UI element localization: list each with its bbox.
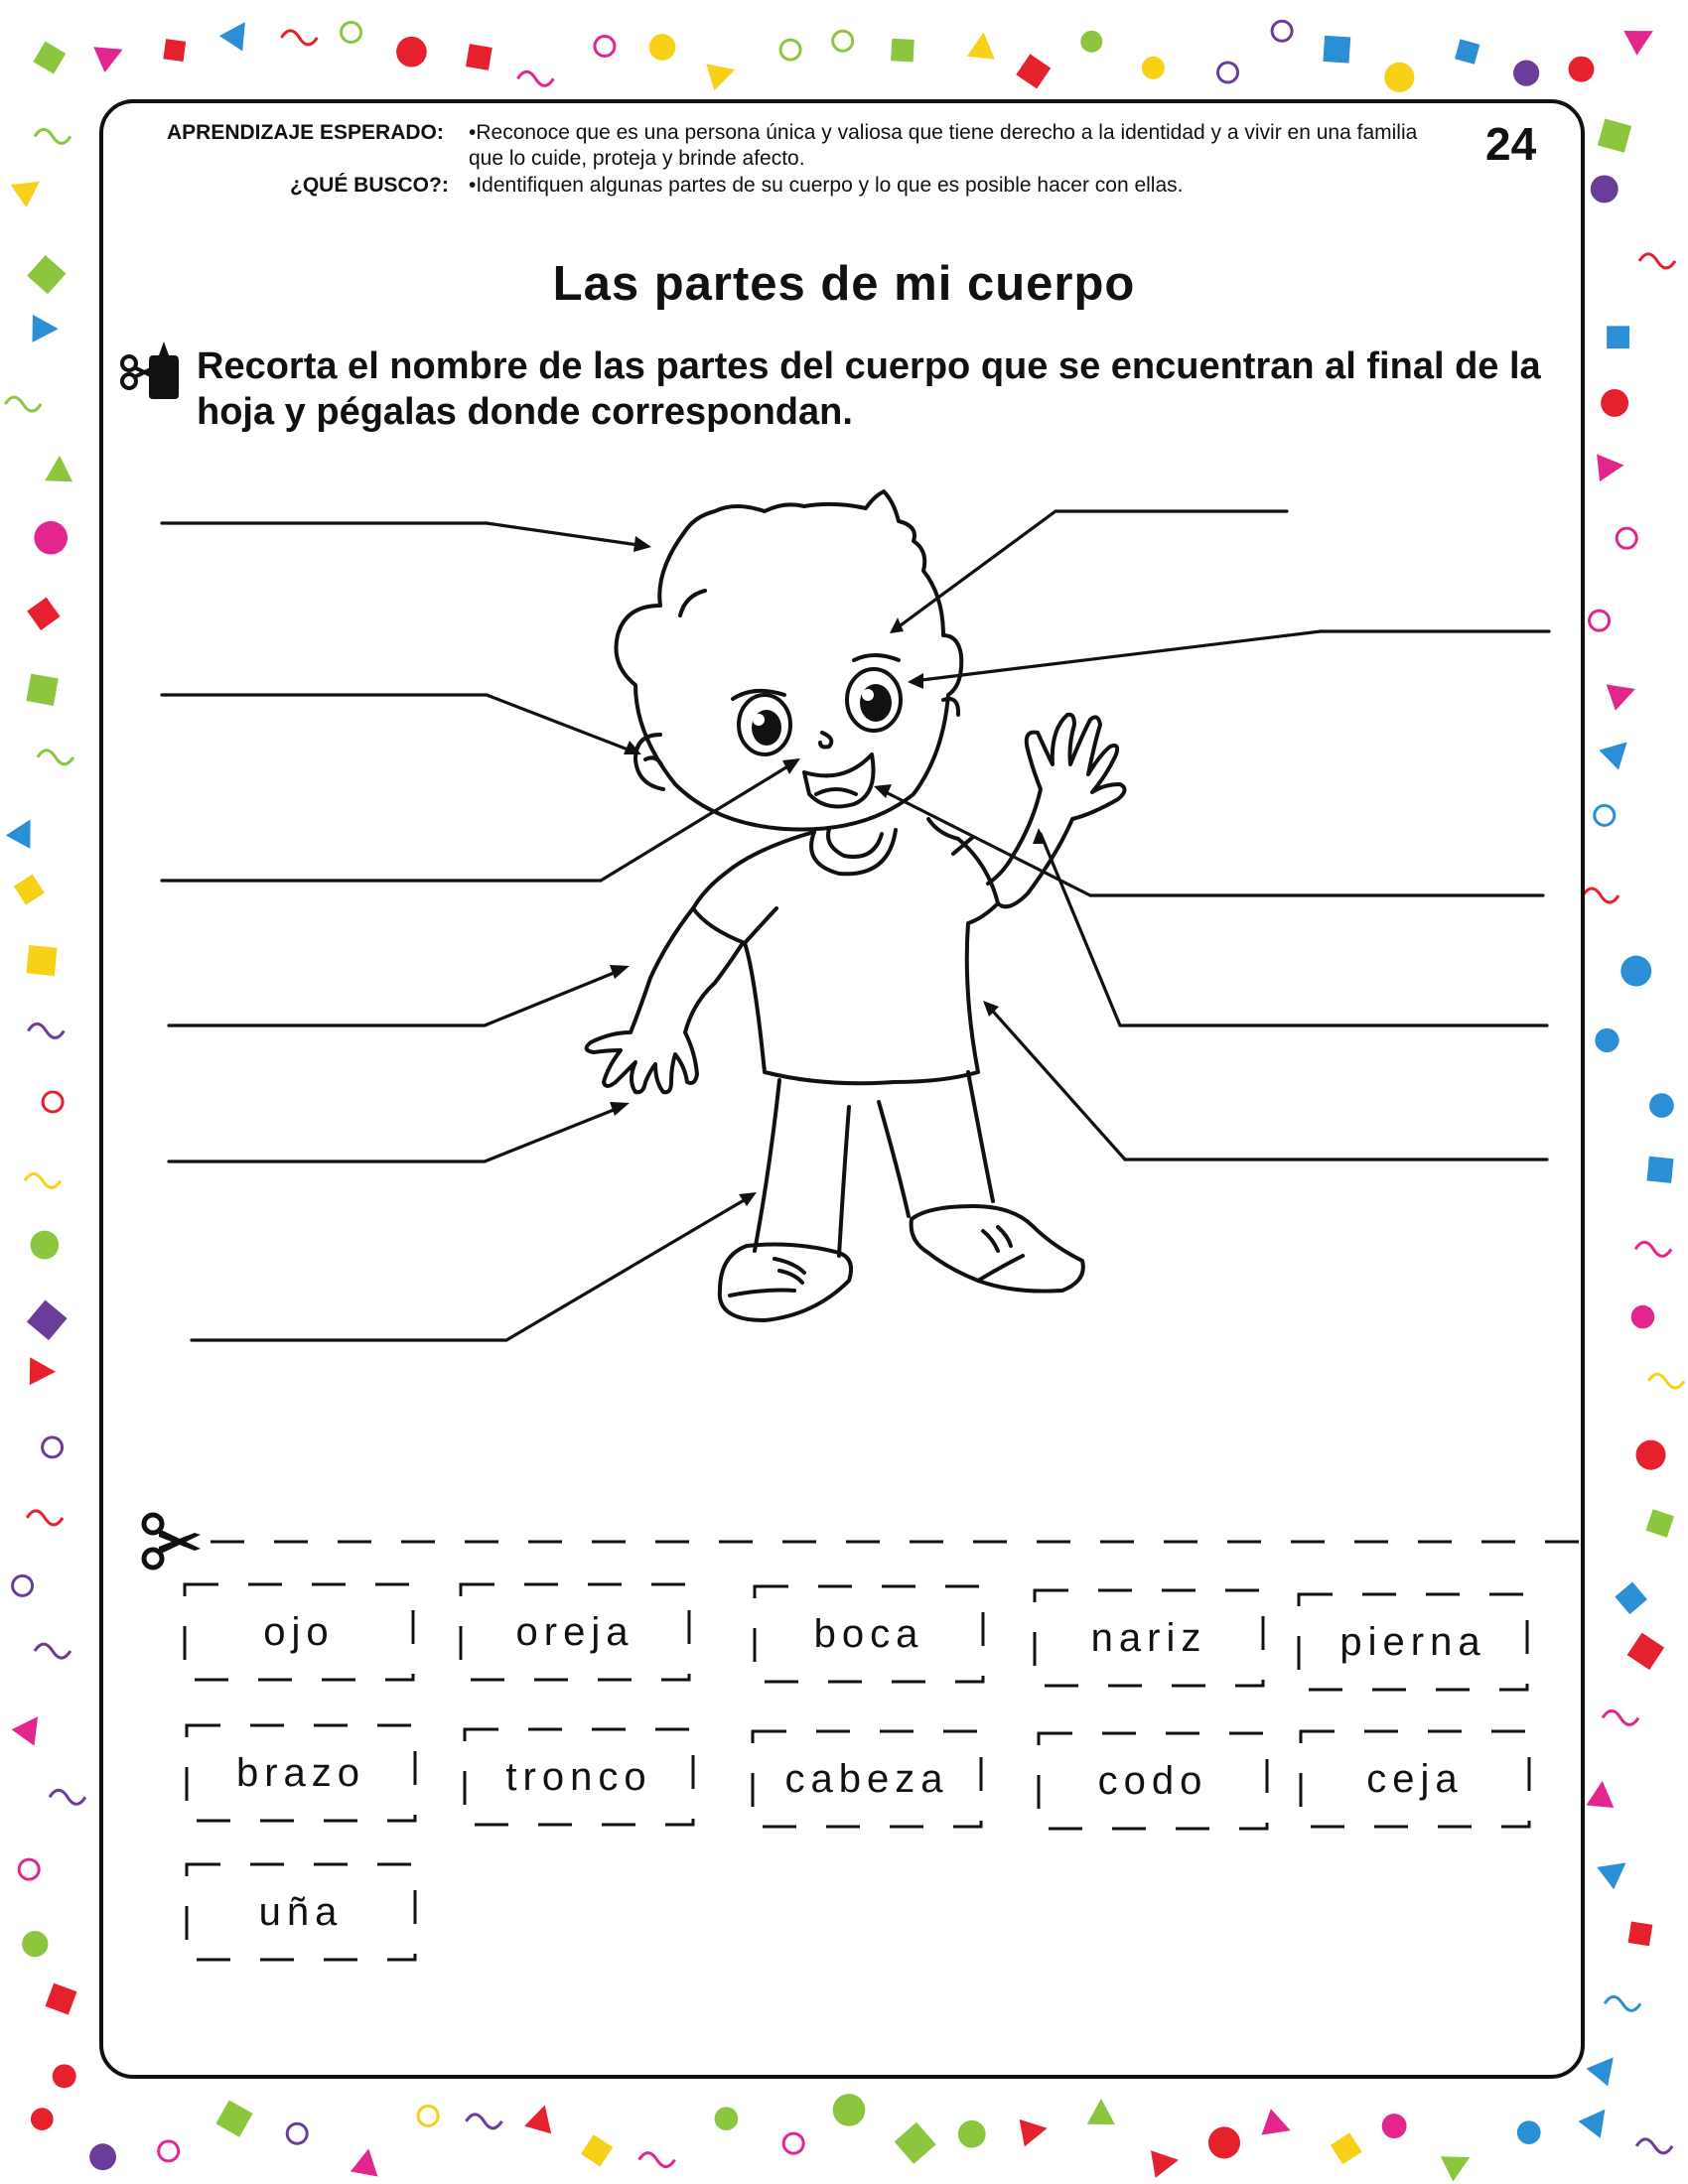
confetti-piece — [1455, 39, 1479, 64]
confetti-piece — [342, 23, 361, 43]
confetti-piece — [5, 397, 41, 411]
confetti-piece — [1080, 31, 1102, 53]
confetti-piece — [281, 31, 317, 45]
confetti-piece — [50, 1790, 85, 1804]
confetti-piece — [1615, 1581, 1647, 1614]
confetti-piece — [1635, 1440, 1665, 1470]
confetti-piece — [1597, 1851, 1634, 1889]
answer-line-right-5 — [988, 1006, 1547, 1160]
confetti-piece — [89, 2143, 116, 2170]
confetti-piece — [524, 2102, 558, 2134]
confetti-piece — [833, 31, 853, 51]
confetti-piece — [1016, 54, 1051, 88]
confetti-piece — [1323, 36, 1350, 64]
learning-label: APRENDIZAJE ESPERADO: — [167, 121, 444, 144]
confetti-piece — [1020, 2115, 1051, 2146]
confetti-piece — [12, 1708, 50, 1745]
confetti-piece — [1636, 2139, 1672, 2153]
confetti-piece — [1591, 175, 1618, 203]
word-card-label: ceja — [1366, 1757, 1464, 1801]
page-title: Las partes de mi cuerpo — [552, 257, 1136, 311]
word-card-tronco[interactable] — [463, 1727, 695, 1827]
confetti-piece — [32, 315, 58, 342]
confetti-piece — [43, 1437, 63, 1457]
confetti-piece — [639, 2153, 675, 2167]
confetti-piece — [13, 1575, 33, 1595]
confetti-piece — [517, 71, 553, 85]
word-card-label: brazo — [235, 1751, 366, 1795]
answer-line-left-4 — [169, 969, 624, 1025]
learning-text: •Reconoce que es una persona única y valiosa que tiene derecho a la identidad y a vivir en una familia que lo cuide, proteja y brinde afecto. — [469, 121, 1418, 170]
confetti-piece — [780, 40, 800, 60]
seek-label: ¿QUÉ BUSCO?: — [290, 174, 449, 197]
confetti-piece — [35, 1644, 70, 1658]
word-card-ojo[interactable] — [183, 1582, 415, 1682]
confetti-piece — [27, 1511, 63, 1525]
confetti-piece — [31, 2108, 54, 2130]
answer-line-left-3 — [162, 762, 794, 881]
answer-line-left-2 — [162, 695, 635, 752]
confetti-piece — [1628, 1922, 1653, 1947]
confetti-piece — [1648, 1374, 1684, 1388]
confetti-piece — [1605, 1996, 1640, 2010]
scissors-icon — [144, 1515, 201, 1568]
confetti-piece — [1586, 1780, 1616, 1808]
boy-figure — [587, 491, 1125, 1320]
confetti-piece — [287, 2123, 307, 2143]
confetti-piece — [53, 2064, 76, 2088]
confetti-piece — [1151, 2146, 1181, 2178]
word-card-una[interactable] — [185, 1862, 417, 1962]
confetti-piece — [891, 39, 914, 63]
confetti-piece — [1587, 2049, 1624, 2087]
answer-line-right-4 — [1041, 834, 1547, 1025]
confetti-piece — [159, 2141, 179, 2161]
confetti-piece — [783, 2133, 803, 2153]
confetti-piece — [93, 37, 128, 72]
word-card-cabeza[interactable] — [751, 1729, 983, 1829]
answer-line-right-3 — [880, 789, 1543, 895]
confetti-piece — [466, 2115, 501, 2128]
confetti-piece — [1623, 19, 1659, 56]
word-card-label: tronco — [505, 1755, 652, 1799]
confetti-piece — [967, 31, 998, 60]
confetti-piece — [163, 39, 186, 62]
word-card-label: uña — [258, 1890, 344, 1934]
word-card-label: nariz — [1090, 1616, 1207, 1660]
answer-line-right-2 — [914, 631, 1549, 681]
page-number: 24 — [1485, 118, 1537, 170]
confetti-piece — [11, 170, 48, 207]
seek-text: •Identifiquen algunas partes de su cuerpo y lo que es posible hacer con ellas. — [469, 174, 1184, 197]
confetti-piece — [22, 1931, 48, 1957]
confetti-piece — [833, 2094, 866, 2126]
word-card-ceja[interactable] — [1299, 1729, 1531, 1829]
confetti-piece — [595, 37, 615, 57]
word-card-pierna[interactable] — [1297, 1592, 1529, 1692]
confetti-piece — [1208, 2126, 1240, 2158]
confetti-piece — [1627, 1633, 1664, 1670]
word-card-nariz[interactable] — [1033, 1588, 1265, 1688]
answer-line-left-5 — [169, 1106, 624, 1161]
confetti-piece — [1598, 119, 1631, 153]
confetti-piece — [1218, 63, 1238, 82]
word-card-label: ojo — [263, 1610, 335, 1654]
word-card-label: codo — [1097, 1759, 1208, 1803]
confetti-piece — [715, 2107, 739, 2130]
confetti-piece — [1646, 1509, 1675, 1538]
confetti-piece — [581, 2134, 613, 2166]
confetti-piece — [1517, 2120, 1541, 2144]
confetti-piece — [219, 14, 257, 51]
confetti-piece — [706, 57, 739, 90]
confetti-piece — [418, 2106, 438, 2125]
answer-line-left-1 — [162, 523, 645, 546]
word-card-label: cabeza — [784, 1757, 949, 1801]
confetti-piece — [895, 2122, 936, 2164]
confetti-piece — [1272, 21, 1292, 41]
boy-drawing-with-labels — [0, 467, 1688, 1360]
confetti-piece — [1384, 63, 1414, 92]
confetti-piece — [1569, 57, 1595, 82]
confetti-piece — [1579, 2101, 1617, 2138]
word-card-boca[interactable] — [753, 1584, 985, 1684]
word-card-label: oreja — [515, 1610, 634, 1654]
confetti-piece — [1441, 2145, 1477, 2182]
confetti-piece — [1087, 2099, 1115, 2124]
confetti-piece — [19, 1859, 39, 1879]
confetti-piece — [396, 37, 427, 68]
confetti-piece — [1603, 1710, 1638, 1724]
confetti-piece — [1142, 57, 1165, 79]
confetti-piece — [30, 1357, 56, 1385]
word-card-codo[interactable] — [1037, 1731, 1269, 1831]
scissors-glue-icon — [119, 334, 183, 401]
confetti-piece — [33, 42, 66, 74]
confetti-piece — [1607, 326, 1629, 348]
answer-line-left-6 — [192, 1196, 751, 1340]
word-card-label: pierna — [1339, 1620, 1486, 1664]
confetti-piece — [1382, 2114, 1407, 2138]
word-card-oreja[interactable] — [459, 1582, 691, 1682]
confetti-piece — [46, 1983, 77, 2015]
instruction-text: Recorta el nombre de las partes del cuerpo que se encuentran al final de la hoja y pégalas donde correspondan. — [197, 345, 1541, 433]
cut-line — [139, 1504, 1599, 1583]
confetti-piece — [35, 129, 70, 143]
confetti-piece — [215, 2100, 252, 2136]
confetti-piece — [351, 2146, 382, 2177]
confetti-piece — [1331, 2132, 1362, 2164]
word-card-label: boca — [813, 1612, 924, 1656]
confetti-piece — [649, 34, 676, 61]
confetti-piece — [1513, 60, 1539, 85]
answer-line-right-1 — [894, 511, 1287, 630]
confetti-piece — [466, 44, 492, 70]
confetti-piece — [958, 2120, 986, 2148]
confetti-piece — [1601, 389, 1628, 417]
word-card-brazo[interactable] — [185, 1723, 417, 1823]
confetti-piece — [1261, 2109, 1295, 2143]
